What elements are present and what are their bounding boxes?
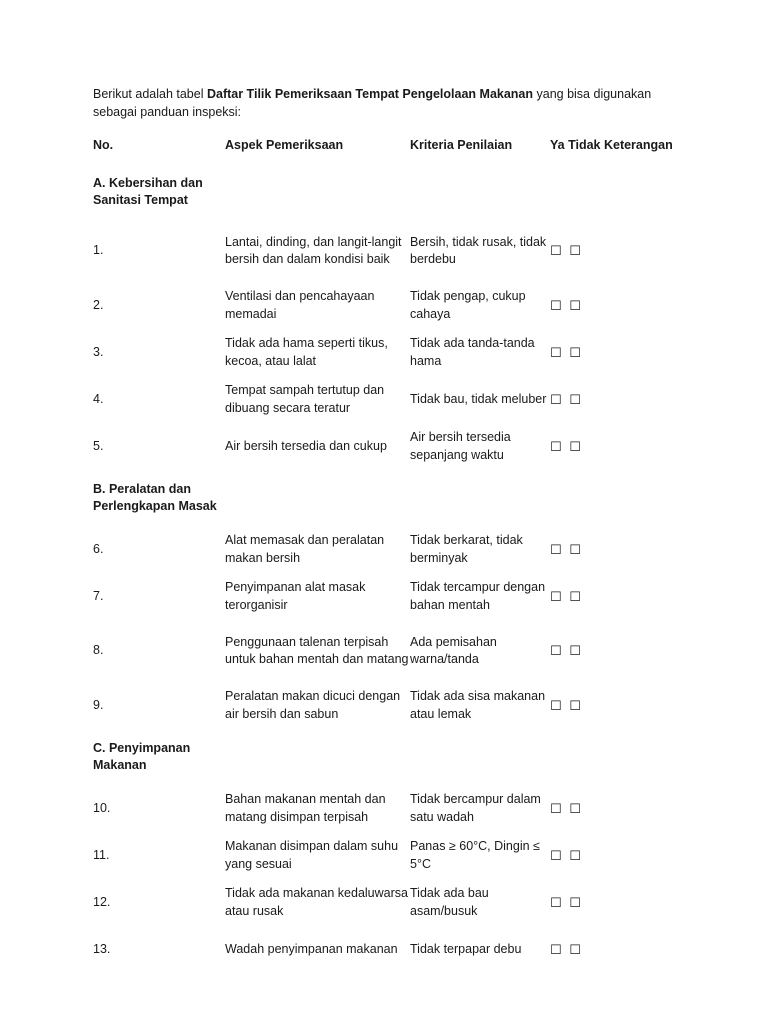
row-aspek: Air bersih tersedia dan cukup — [225, 438, 387, 453]
table-row — [93, 879, 693, 926]
section-title: B. Peralatan dan Perlengkapan Masak — [93, 481, 217, 513]
row-checkboxes[interactable]: ☐ ☐ — [550, 588, 583, 604]
row-kriteria: Tidak pengap, cukup cahaya — [410, 289, 526, 321]
row-no: 13. — [93, 941, 111, 956]
row-checkboxes[interactable]: ☐ ☐ — [550, 800, 583, 816]
row-checkboxes[interactable]: ☐ ☐ — [550, 541, 583, 557]
row-kriteria: Tidak tercampur dengan bahan mentah — [410, 580, 546, 612]
row-checkboxes[interactable]: ☐ ☐ — [550, 847, 583, 863]
intro-paragraph — [93, 86, 673, 121]
section-row — [93, 729, 693, 785]
row-aspek: Peralatan makan dicuci dengan air bersih dan sabun — [225, 689, 401, 721]
table-row — [93, 832, 693, 879]
table-row — [93, 785, 693, 832]
row-aspek: Lantai, dinding, dan langit-langit bersih dan dalam kondisi baik — [225, 234, 402, 266]
section-row — [93, 470, 693, 526]
row-checkboxes[interactable]: ☐ ☐ — [550, 243, 583, 259]
row-aspek: Tidak ada makanan kedaluwarsa atau rusak — [225, 886, 408, 918]
row-aspek: Alat memasak dan peralatan makan bersih — [225, 533, 385, 565]
row-checkboxes[interactable]: ☐ ☐ — [550, 697, 583, 713]
row-no: 2. — [93, 297, 104, 312]
header-no: No. — [93, 138, 114, 153]
row-no: 1. — [93, 243, 104, 258]
row-aspek: Penggunaan talenan terpisah untuk bahan mentah dan matang — [225, 634, 409, 666]
table-row — [93, 376, 693, 423]
row-kriteria: Air bersih tersedia sepanjang waktu — [410, 430, 511, 462]
row-aspek: Tidak ada hama seperti tikus, kecoa, atau lalat — [225, 336, 388, 368]
row-checkboxes[interactable]: ☐ ☐ — [550, 344, 583, 360]
table-row — [93, 329, 693, 376]
table-row — [93, 220, 693, 282]
row-checkboxes[interactable]: ☐ ☐ — [550, 941, 583, 957]
row-no: 11. — [93, 847, 110, 862]
row-aspek: Penyimpanan alat masak terorganisir — [225, 580, 366, 612]
row-no: 10. — [93, 800, 111, 815]
row-kriteria: Bersih, tidak rusak, tidak berdebu — [410, 234, 547, 266]
header-kriteria: Kriteria Penilaian — [410, 138, 513, 153]
row-no: 8. — [93, 643, 104, 658]
row-aspek: Tempat sampah tertutup dan dibuang secara teratur — [225, 383, 385, 415]
row-aspek: Makanan disimpan dalam suhu yang sesuai — [225, 839, 399, 871]
row-checkboxes[interactable]: ☐ ☐ — [550, 643, 583, 659]
row-checkboxes[interactable]: ☐ ☐ — [550, 438, 583, 454]
row-aspek: Ventilasi dan pencahayaan memadai — [225, 289, 375, 321]
row-no: 7. — [93, 588, 104, 603]
row-kriteria: Tidak ada tanda-tanda hama — [410, 336, 535, 368]
row-kriteria: Tidak ada bau asam/busuk — [410, 886, 489, 918]
row-kriteria: Tidak ada sisa makanan atau lemak — [410, 689, 546, 721]
row-kriteria: Tidak bercampur dalam satu wadah — [410, 792, 541, 824]
row-no: 9. — [93, 697, 104, 712]
row-kriteria: Ada pemisahan warna/tanda — [410, 634, 497, 666]
row-aspek: Wadah penyimpanan makanan — [225, 941, 398, 956]
row-kriteria: Tidak bau, tidak meluber — [410, 391, 547, 406]
header-aspek: Aspek Pemeriksaan — [225, 138, 344, 153]
header-ya-tidak-keterangan: Ya Tidak Keterangan — [550, 138, 673, 153]
section-title: C. Penyimpanan Makanan — [93, 740, 191, 772]
row-kriteria: Tidak terpapar debu — [410, 941, 522, 956]
row-checkboxes[interactable]: ☐ ☐ — [550, 894, 583, 910]
document-page — [93, 86, 693, 973]
table-row — [93, 282, 693, 329]
table-row — [93, 573, 693, 620]
row-no: 5. — [93, 438, 104, 453]
row-no: 12. — [93, 894, 111, 909]
intro-text-after: yang bisa digunakan sebagai panduan inspeksi: — [93, 87, 652, 119]
intro-text-before: Berikut adalah tabel — [93, 87, 207, 101]
table-row — [93, 423, 693, 470]
section-title: A. Kebersihan dan Sanitasi Tempat — [93, 175, 203, 207]
row-aspek: Bahan makanan mentah dan matang disimpan terpisah — [225, 792, 386, 824]
checklist-table — [93, 128, 693, 973]
table-row — [93, 926, 693, 973]
row-checkboxes[interactable]: ☐ ☐ — [550, 391, 583, 407]
row-kriteria: Panas ≥ 60°C, Dingin ≤ 5°C — [410, 839, 540, 871]
row-kriteria: Tidak berkarat, tidak berminyak — [410, 533, 523, 565]
row-no: 6. — [93, 541, 104, 556]
table-row — [93, 620, 693, 682]
row-checkboxes[interactable]: ☐ ☐ — [550, 297, 583, 313]
row-no: 4. — [93, 391, 104, 406]
table-row — [93, 682, 693, 729]
table-header-row — [93, 128, 693, 164]
intro-title-bold: Daftar Tilik Pemeriksaan Tempat Pengelolaan Makanan — [206, 87, 534, 101]
table-row — [93, 526, 693, 573]
section-row — [93, 164, 693, 220]
row-no: 3. — [93, 344, 104, 359]
